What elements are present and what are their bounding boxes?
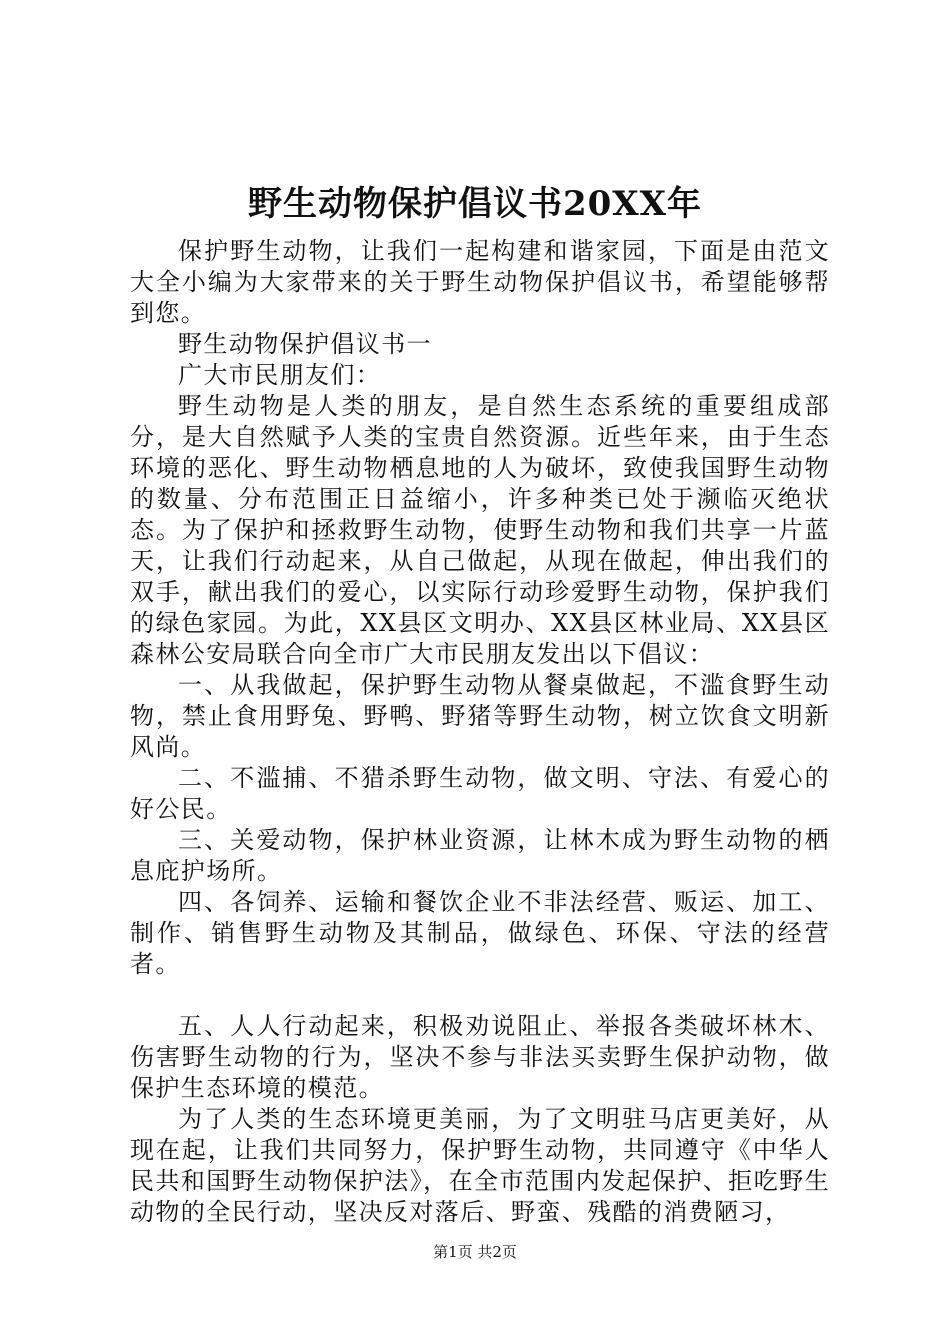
proposal-item-4: 四、各饲养、运输和餐饮企业不非法经营、贩运、加工、制作、销售野生动物及其制品，做绿色、环保、守法的经营者。 <box>130 888 830 978</box>
proposal-item-5: 五、人人行动起来，积极劝说阻止、举报各类破坏林木、伤害野生动物的行为，坚决不参与非法买卖野生保护动物，做保护生态环境的模范。 <box>130 1012 830 1102</box>
document-title: 野生动物保护倡议书20XX年 <box>247 184 703 224</box>
salutation: 广大市民朋友们： <box>178 361 382 389</box>
page-footer: 第1页 共2页 <box>433 1243 517 1261</box>
closing-paragraph: 为了人类的生态环境更美丽，为了文明驻马店更美好，从现在起，让我们共同努力，保护野生动物，共同遵守《中华人民共和国野生动物保护法》，在全市范围内发起保护、拒吃野生动物的全民行动，坚决反对落后、野蛮、残酷的消费陋习， <box>130 1105 830 1226</box>
document-body <box>130 236 830 1228</box>
section-heading: 野生动物保护倡议书一 <box>178 330 432 358</box>
proposal-item-1: 一、从我做起，保护野生动物从餐桌做起，不滥食野生动物，禁止食用野兔、野鸭、野猪等野生动物，树立饮食文明新风尚。 <box>130 671 830 761</box>
proposal-item-2: 二、不滥捕、不猎杀野生动物，做文明、守法、有爱心的好公民。 <box>130 764 830 823</box>
body-paragraph: 野生动物是人类的朋友，是自然生态系统的重要组成部分，是大自然赋予人类的宝贵自然资源。近些年来，由于生态环境的恶化、野生动物栖息地的人为破坏，致使我国野生动物的数量、分布范围正日益缩小，许多种类已处于濒临灭绝状态。为了保护和拯救野生动物，使野生动物和我们共享一片蓝天，让我们行动起来，从自己做起，从现在做起，伸出我们的双手，献出我们的爱心，以实际行动珍爱野生动物，保护我们的绿色家园。为此，XX县区文明办、XX县区林业局、XX县区森林公安局联合向全市广大市民朋友发出以下倡议： <box>130 392 830 668</box>
proposal-item-3: 三、关爱动物，保护林业资源，让林木成为野生动物的栖息庇护场所。 <box>130 826 830 885</box>
intro-paragraph: 保护野生动物，让我们一起构建和谐家园，下面是由范文大全小编为大家带来的关于野生动物保护倡议书，希望能够帮到您。 <box>130 237 830 327</box>
